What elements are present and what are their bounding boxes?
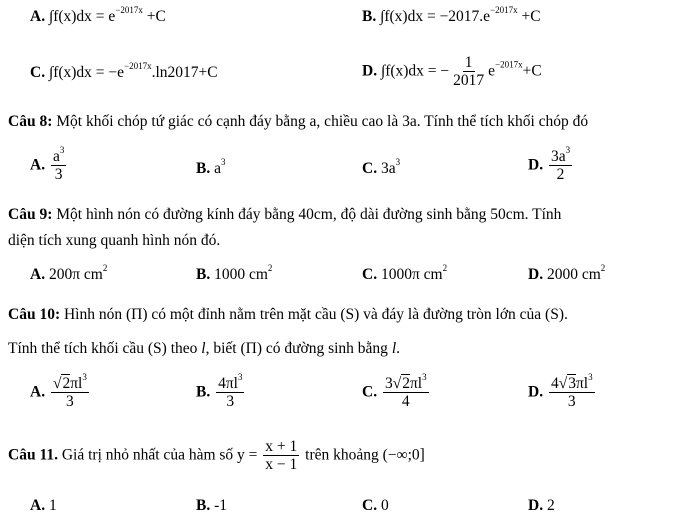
option-label: A. bbox=[30, 497, 46, 514]
fraction bbox=[451, 54, 486, 90]
exponent: −2017x bbox=[115, 5, 143, 15]
exponent: 3 bbox=[220, 157, 226, 167]
exponent: 3 bbox=[82, 372, 87, 382]
q7-d-expr: ∫f(x)dx = − bbox=[380, 62, 450, 80]
q7-b-expr: ∫f(x)dx = −2017.e bbox=[380, 8, 491, 25]
coefficient: 4 bbox=[550, 375, 559, 392]
q10-stem-line1 bbox=[8, 306, 568, 324]
q8-option-d[interactable] bbox=[528, 145, 574, 184]
q10-option-c[interactable] bbox=[362, 372, 431, 411]
option-label: C. bbox=[30, 64, 46, 81]
fraction: $\frac{√2\pi l^3}{3}$ bbox=[52, 372, 87, 411]
question-text: diện tích xung quanh hình nón đó. bbox=[8, 232, 221, 249]
option-label: D. bbox=[528, 497, 544, 514]
q7-option-b[interactable] bbox=[362, 5, 541, 26]
exponent: 2 bbox=[600, 263, 606, 273]
q7-option-c[interactable] bbox=[30, 61, 218, 82]
value: 0 bbox=[380, 497, 389, 514]
denominator: 4 bbox=[401, 393, 410, 411]
fraction: $\frac{3√2\pi l^3}{4}$ bbox=[384, 372, 427, 411]
question-text: Một hình nón có đường kính đáy bằng 40cm, độ dài đường sinh bằng 50cm. Tính bbox=[56, 206, 562, 223]
fraction bbox=[216, 372, 244, 411]
q8-option-a[interactable] bbox=[30, 145, 68, 184]
question-number: Câu 9: bbox=[8, 206, 53, 223]
exponent: 3 bbox=[59, 145, 65, 155]
question-number: Câu 8: bbox=[8, 113, 53, 130]
variable-l: l bbox=[201, 340, 206, 357]
fraction bbox=[51, 145, 66, 184]
q7-option-d[interactable] bbox=[362, 54, 542, 90]
interval: (−∞;0] bbox=[382, 446, 425, 464]
q8-option-b[interactable] bbox=[196, 157, 226, 178]
denominator: 2017 bbox=[453, 72, 485, 90]
q7-a-tail: +C bbox=[146, 8, 166, 25]
q7-c-tail: .ln2017+C bbox=[151, 64, 218, 81]
exponent: −2017x bbox=[490, 5, 518, 15]
value: 1 bbox=[48, 497, 57, 514]
q9-option-b[interactable] bbox=[196, 263, 273, 284]
value: 1000 cm bbox=[214, 266, 268, 283]
exponent: 3 bbox=[565, 145, 571, 155]
numerator-rest: πl bbox=[575, 375, 589, 392]
exponent: 2 bbox=[267, 263, 273, 273]
option-label: D. bbox=[528, 383, 544, 401]
q10-stem-line2 bbox=[8, 340, 400, 358]
option-label: A. bbox=[30, 266, 46, 283]
variable-l: l bbox=[391, 340, 397, 357]
question-text: Giá trị nhỏ nhất của hàm số bbox=[61, 446, 234, 464]
q11-option-a[interactable] bbox=[30, 497, 57, 515]
numerator: a bbox=[52, 148, 60, 165]
value: a bbox=[214, 160, 221, 177]
value: 1000π cm bbox=[380, 266, 443, 283]
exponent: 3 bbox=[588, 372, 593, 382]
value: -1 bbox=[214, 497, 228, 514]
denominator: 2 bbox=[556, 166, 565, 184]
denominator: 3 bbox=[226, 393, 235, 411]
numerator: 4πl bbox=[218, 375, 238, 392]
value: 200π cm bbox=[48, 266, 103, 283]
exponent: 3 bbox=[395, 157, 401, 167]
q9-option-a[interactable] bbox=[30, 263, 108, 284]
question-text: . bbox=[396, 340, 400, 357]
q7-b-tail: +C bbox=[521, 8, 541, 25]
question-text: Tính thể tích khối cầu (S) theo bbox=[8, 340, 202, 357]
function-lhs: y = bbox=[237, 446, 258, 464]
denominator: x − 1 bbox=[265, 456, 298, 474]
radicand: 2 bbox=[62, 375, 71, 392]
option-label: B. bbox=[196, 160, 211, 177]
option-label: A. bbox=[30, 156, 46, 174]
q7-a-expr: ∫f(x)dx = e bbox=[48, 8, 116, 25]
numerator-rest: πl bbox=[409, 375, 423, 392]
q11-stem bbox=[8, 438, 425, 474]
question-number: Câu 11. bbox=[8, 446, 58, 464]
fraction bbox=[549, 145, 572, 184]
q7-d-e: e bbox=[488, 62, 496, 80]
option-label: B. bbox=[362, 8, 377, 25]
q9-option-c[interactable] bbox=[362, 263, 448, 284]
q10-option-b[interactable] bbox=[196, 372, 246, 411]
option-label: C. bbox=[362, 160, 378, 177]
question-text: trên khoảng bbox=[305, 446, 379, 464]
q11-option-d[interactable] bbox=[528, 497, 555, 515]
exponent: 2 bbox=[442, 263, 448, 273]
denominator: 3 bbox=[54, 166, 63, 184]
value: 3a bbox=[380, 160, 396, 177]
numerator: x + 1 bbox=[265, 438, 298, 455]
option-label: B. bbox=[196, 266, 211, 283]
radicand: 3 bbox=[568, 375, 576, 392]
exponent: −2017x bbox=[495, 59, 523, 70]
q7-option-a[interactable] bbox=[30, 5, 166, 26]
numerator-rest: πl bbox=[70, 375, 83, 392]
radicand: 2 bbox=[402, 375, 410, 392]
q9-stem-line2 bbox=[8, 232, 220, 250]
fraction bbox=[263, 438, 299, 474]
option-label: C. bbox=[362, 497, 378, 514]
question-text: Một khối chóp tứ giác có cạnh đáy bằng a, chiều cao là 3a. Tính thể tích khối chóp đó bbox=[56, 113, 589, 130]
q11-option-b[interactable] bbox=[196, 497, 227, 515]
exponent: 2 bbox=[102, 263, 108, 273]
numerator: 1 bbox=[464, 54, 473, 71]
exponent: 3 bbox=[422, 372, 427, 382]
option-label: D. bbox=[528, 156, 544, 174]
value: 2000 cm bbox=[546, 266, 601, 283]
value: 2 bbox=[546, 497, 555, 514]
question-text: Hình nón (Π) có một đỉnh nằm trên mặt cầu (S) và đáy là đường tròn lớn của (S). bbox=[63, 306, 568, 323]
q10-option-d[interactable] bbox=[528, 372, 597, 411]
q10-option-a[interactable] bbox=[30, 372, 91, 411]
numerator: 3a bbox=[550, 148, 566, 165]
denominator: 3 bbox=[567, 393, 576, 411]
option-label: C. bbox=[362, 266, 378, 283]
q9-option-d[interactable] bbox=[528, 263, 606, 284]
fraction: $\frac{4√3\pi l^3}{3}$ bbox=[550, 372, 593, 411]
option-label: A. bbox=[30, 8, 46, 25]
exponent: 3 bbox=[237, 372, 243, 382]
option-label: C. bbox=[362, 383, 378, 401]
q9-stem-line1 bbox=[8, 206, 561, 224]
option-label: A. bbox=[30, 383, 46, 401]
q11-option-c[interactable] bbox=[362, 497, 389, 515]
q8-stem bbox=[8, 113, 588, 131]
option-label: D. bbox=[528, 266, 544, 283]
option-label: B. bbox=[196, 497, 211, 514]
option-label: D. bbox=[362, 62, 378, 80]
q7-d-tail: +C bbox=[522, 62, 542, 80]
question-text: , biết (Π) có đường sinh bằng bbox=[205, 340, 392, 357]
exponent: −2017x bbox=[124, 61, 152, 71]
option-label: B. bbox=[196, 383, 211, 401]
denominator: 3 bbox=[66, 393, 74, 411]
coefficient: 3 bbox=[384, 375, 393, 392]
q7-c-expr: ∫f(x)dx = −e bbox=[48, 64, 125, 81]
question-number: Câu 10: bbox=[8, 306, 61, 323]
q8-option-c[interactable] bbox=[362, 157, 401, 178]
